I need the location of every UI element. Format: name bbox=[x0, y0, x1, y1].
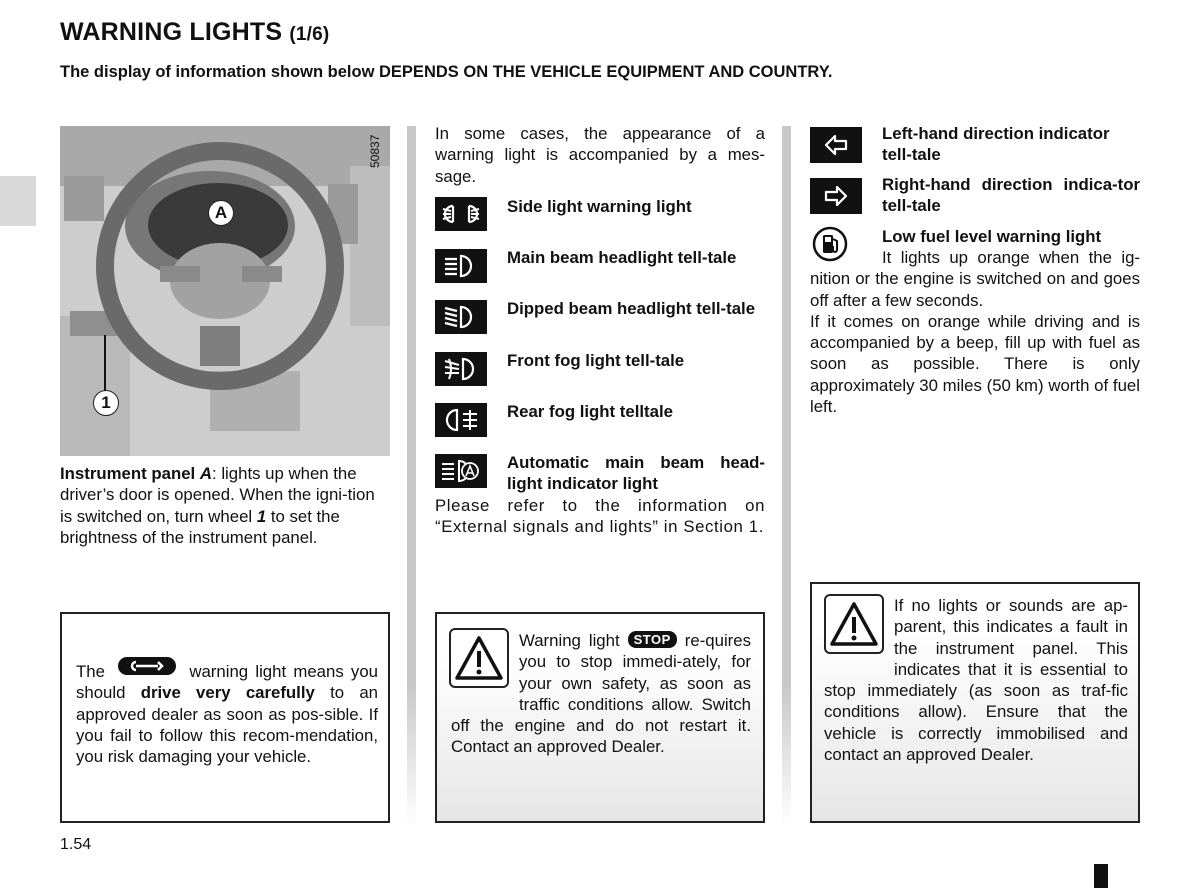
fuel-description-2: If it comes on orange while driving and is accompanied by a beep, fill up with fuel as soon as possible. There is only approximately 30 miles (50 km) worth of fuel left. bbox=[810, 311, 1140, 417]
stop-box-text-2: re-quires you to stop immedi-ately, for your own safety, as soon as traffic conditions allow. Switch off the engine and do not restart it. Contact an approved Dealer. bbox=[451, 631, 751, 757]
figure-label-1: 1 bbox=[93, 390, 119, 416]
box-text-2: warning light means you should bbox=[76, 662, 378, 703]
lamp-label: Main beam headlight tell-tale bbox=[507, 248, 737, 267]
box-text: The bbox=[76, 662, 105, 681]
figure-leader-line bbox=[104, 335, 106, 391]
caption-text: : lights up when the driver’s door is opened. When the igni-tion is switched on, turn wheel bbox=[60, 464, 375, 526]
page-edge-marker bbox=[1094, 864, 1108, 888]
lamp-label: Automatic main beam head-light indicator light bbox=[507, 453, 765, 494]
lamp-label: Rear fog light telltale bbox=[507, 402, 673, 421]
front-fog-icon bbox=[435, 352, 487, 386]
intro-note: The display of information shown below DEPENDS ON THE VEHICLE EQUIPMENT AND COUNTRY. bbox=[60, 63, 833, 81]
page-title-part: (1/6) bbox=[289, 24, 330, 45]
caption-text-end: to set the brightness of the instrument panel. bbox=[60, 506, 340, 547]
column-divider bbox=[782, 126, 791, 826]
right-indicator-icon bbox=[810, 178, 862, 214]
lamp-label: Low fuel level warning light bbox=[882, 227, 1102, 246]
service-warning-text bbox=[76, 657, 378, 767]
stop-warning-text bbox=[451, 630, 751, 758]
lamp-label: Left-hand direction indicator tell-tale bbox=[882, 124, 1110, 165]
lamp-label: Front fog light tell-tale bbox=[507, 351, 685, 370]
section-tab bbox=[0, 176, 36, 226]
dipped-beam-icon bbox=[435, 300, 487, 334]
lamp-label: Dipped beam headlight tell-tale bbox=[507, 299, 756, 318]
main-beam-icon bbox=[435, 249, 487, 283]
figure-label-a: A bbox=[208, 200, 234, 226]
col2-intro: In some cases, the appearance of a warning light is accompanied by a mes-sage. bbox=[435, 124, 765, 186]
caption-label-1: 1 bbox=[256, 506, 267, 526]
left-indicator-icon bbox=[810, 127, 862, 163]
lamp-label: Right-hand direction indica-tor tell-tale bbox=[882, 175, 1140, 216]
figure-code: 50837 bbox=[368, 134, 382, 168]
box-bold: drive very carefully bbox=[140, 683, 315, 703]
column-divider bbox=[407, 126, 416, 826]
spanner-icon bbox=[118, 657, 176, 675]
box-text-3: to an approved dealer as soon as pos-sible. If you fail to follow this recom-mendation, you risk damaging your vehicle. bbox=[76, 683, 378, 767]
caption-bold: Instrument panel bbox=[60, 464, 200, 483]
fault-warning-text: If no lights or sounds are ap-parent, this indicates a fault in the instrument panel. This indicates that it is essential to stop immediately (as soon as traf-fic conditions allow). Ensure that the vehicle is correctly immobilised and contact an approved Dealer. bbox=[824, 596, 1128, 765]
lamp-label: Side light warning light bbox=[507, 197, 692, 216]
fault-warning-box bbox=[810, 582, 1140, 823]
side-light-icon bbox=[435, 197, 487, 231]
service-warning-box bbox=[60, 612, 390, 823]
page-number: 1.54 bbox=[60, 836, 92, 853]
stop-icon: STOP bbox=[628, 631, 677, 648]
refer-note: Please refer to the information on “External signals and lights” in Section 1. bbox=[435, 496, 765, 537]
page-title: WARNING LIGHTS (1/6) bbox=[60, 18, 330, 46]
stop-warning-box bbox=[435, 612, 765, 823]
rear-fog-icon bbox=[435, 403, 487, 437]
instrument-panel-caption bbox=[60, 463, 390, 548]
auto-main-beam-icon bbox=[435, 454, 487, 488]
stop-box-text: Warning light bbox=[519, 631, 620, 650]
caption-label-a: A bbox=[199, 464, 212, 483]
fuel-description: It lights up orange when the ig-nition or the engine is switched on and goes off after a few seconds. If it comes on orange while driving and is accompanied by a beep, fill up with fuel as soon as possible. There is only approximately 30 miles (50 km) worth of fuel left. bbox=[810, 248, 1140, 417]
